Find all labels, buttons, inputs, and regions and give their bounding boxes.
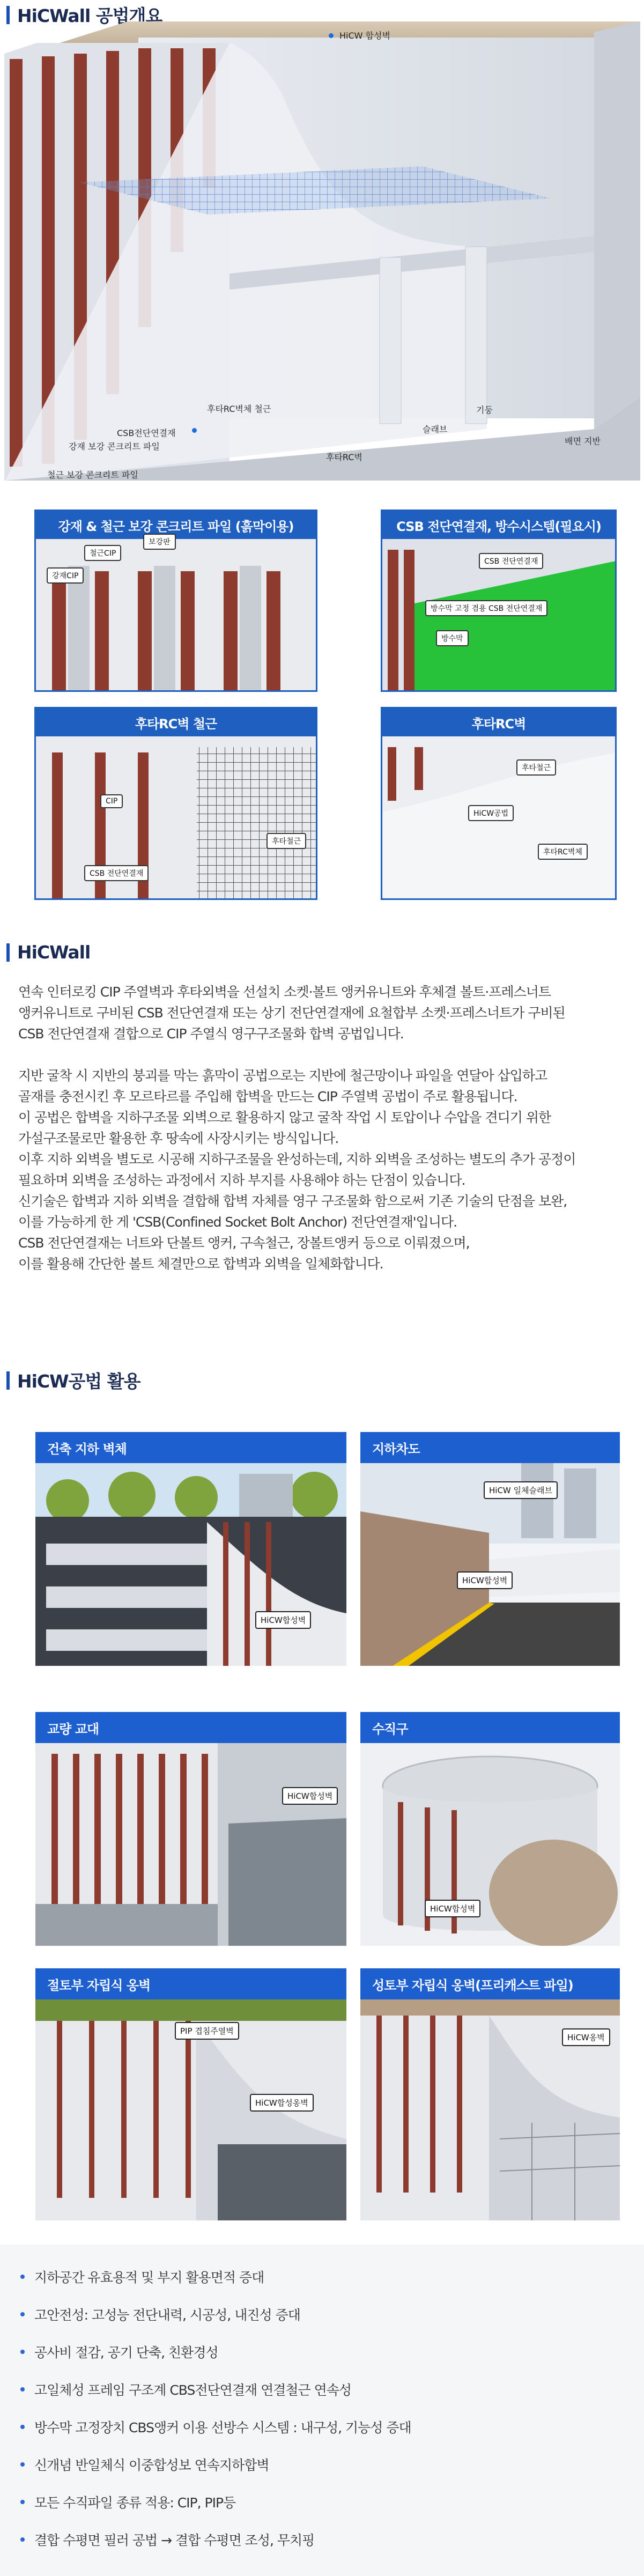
para-line: 필요하며 외벽을 조성하는 과정에서 지하 부지를 사용해야 하는 단점이 있습니다. bbox=[18, 1172, 465, 1188]
feature-text: 고일체성 프레임 구조계 CBS전단연결재 연결철근 연속성 bbox=[34, 2382, 352, 2398]
overview-title: HiCWall 공법개요 bbox=[17, 5, 162, 26]
panel-rear-rebar bbox=[34, 707, 317, 900]
usage-panel-title: 성토부 자립식 옹벽(프리캐스트 파일) bbox=[360, 1968, 620, 1999]
hero-svg bbox=[4, 21, 640, 481]
tag-rebar-cip: 철근CIP bbox=[84, 545, 121, 561]
feature-text: 방수막 고정장치 CBS앵커 이용 선방수 시스템 : 내구성, 기능성 증대 bbox=[34, 2420, 411, 2435]
panel-image bbox=[36, 539, 316, 690]
para-line: 골재를 충전시킨 후 모르타르를 주입해 합벽을 만드는 CIP 주열벽 공법이 주로 활용됩니다. bbox=[18, 1089, 517, 1104]
usage-panel-shaft bbox=[360, 1712, 620, 1946]
bullet-icon bbox=[20, 2462, 25, 2467]
para-line: 앵커유니트로 구비된 CSB 전단연결재 또는 상기 전단연결재에 요철합부 소켓·프레스너트가 구비된 bbox=[18, 1005, 565, 1021]
callout-slab: 슬래브 bbox=[423, 424, 448, 434]
usage-tag: HiCW옹벽 bbox=[562, 2028, 610, 2046]
usage-heading bbox=[6, 1368, 140, 1393]
feature-item bbox=[20, 2267, 264, 2286]
usage-panel-title: 수직구 bbox=[360, 1712, 620, 1743]
heading-bar bbox=[6, 1371, 10, 1390]
usage-tag: PIP 겹침주열벽 bbox=[175, 2022, 239, 2040]
hicwall-heading bbox=[6, 942, 90, 963]
usage-tag: HiCW합성벽 bbox=[255, 1611, 311, 1629]
usage-tag: HiCW 일체슬래브 bbox=[484, 1481, 558, 1499]
para-line: CSB 전단연결재는 너트와 단볼트 앵커, 구속철근, 장볼트앵커 등으로 이뤄졌으며, bbox=[18, 1235, 470, 1251]
feature-item bbox=[20, 2380, 351, 2399]
tag-rear-rebar: 후타철근 bbox=[267, 833, 306, 849]
feature-text: 지하공간 유효용적 및 부지 활용면적 증대 bbox=[34, 2270, 264, 2285]
callout-rear-rebar: 후타RC벽체 철근 bbox=[207, 404, 271, 414]
tag-waterproof-csb: 방수막 고정 겸용 CSB 전단연결재 bbox=[425, 600, 547, 616]
usage-image bbox=[35, 1463, 346, 1666]
callout-dot bbox=[192, 428, 197, 433]
usage-title: HiCW공법 활용 bbox=[17, 1371, 140, 1392]
bullet-icon bbox=[20, 2425, 25, 2429]
para-line: CSB 전단연결재 결합으로 CIP 주열식 영구구조물화 합벽 공법입니다. bbox=[18, 1026, 404, 1042]
usage-tag: HiCW합성옹벽 bbox=[250, 2094, 314, 2112]
para-line: 이를 활용해 간단한 볼트 체결만으로 합벽과 외벽을 일체화합니다. bbox=[18, 1256, 383, 1272]
callout-dot bbox=[329, 33, 334, 38]
callout-column: 기둥 bbox=[476, 405, 493, 415]
usage-tag: HiCW합성벽 bbox=[282, 1787, 338, 1805]
panel-title: 후타RC벽 철근 bbox=[36, 708, 316, 736]
para-line: 지반 굴착 시 지반의 붕괴를 막는 흙막이 공법으로는 지반에 철근망이나 파일을 연달아 삽입하고 bbox=[18, 1068, 547, 1083]
feature-text: 결합 수평면 필러 공법 → 결합 수평면 조성, 무치핑 bbox=[34, 2533, 315, 2548]
callout-bottom: 배면 지반 bbox=[565, 436, 601, 446]
feature-item bbox=[20, 2455, 269, 2474]
callout-steel-pile: 강재 보강 콘크리트 파일 bbox=[69, 441, 160, 452]
feature-item bbox=[20, 2305, 300, 2324]
usage-tag: HiCW합성벽 bbox=[425, 1900, 480, 1917]
panel-title: 후타RC벽 bbox=[382, 708, 615, 736]
callout-rebar-pile: 철근 보강 콘크리트 파일 bbox=[47, 470, 138, 480]
tag-steel-cip: 강재CIP bbox=[47, 567, 84, 584]
usage-panel-title: 절토부 자립식 옹벽 bbox=[35, 1968, 346, 1999]
feature-text: 신개념 반일체식 이중합성보 연속지하합벽 bbox=[34, 2457, 269, 2473]
abutment-image bbox=[35, 1743, 346, 1946]
shaft-image bbox=[360, 1743, 620, 1946]
usage-panel-title: 건축 지하 벽체 bbox=[35, 1432, 346, 1463]
bullet-icon bbox=[20, 2500, 25, 2504]
tag-csb: CSB 전단연결재 bbox=[84, 865, 149, 881]
tag-cip: CIP bbox=[100, 794, 123, 808]
pile-image bbox=[36, 539, 317, 692]
para-line: 신기술은 합벽과 지하 외벽을 결합해 합벽 자체를 영구 구조물화 함으로써 기존 기술의 단점을 보완, bbox=[18, 1193, 567, 1209]
feature-list bbox=[0, 2245, 644, 2576]
feature-item bbox=[20, 2492, 235, 2512]
usage-panel-basement bbox=[35, 1432, 346, 1666]
panel-pile bbox=[34, 510, 317, 692]
usage-panel-abutment bbox=[35, 1712, 346, 1946]
usage-panel-title: 지하차도 bbox=[360, 1432, 620, 1463]
usage-panel-underpass bbox=[360, 1432, 620, 1666]
usage-panel-fill-wall bbox=[360, 1968, 620, 2220]
feature-item bbox=[20, 2530, 314, 2549]
feature-text: 고안전성: 고성능 전단내력, 시공성, 내진성 증대 bbox=[34, 2307, 300, 2323]
tag-rear-rc-wall: 후타RC벽체 bbox=[538, 844, 588, 860]
usage-panel-cut-wall bbox=[35, 1968, 346, 2220]
para-line: 연속 인터로킹 CIP 주열벽과 후타외벽을 선설치 소켓·볼트 앵커유니트와 후체결 볼트·프레스너트 bbox=[18, 984, 551, 1000]
callout-csb: CSB전단연결재 bbox=[117, 428, 176, 438]
usage-image bbox=[360, 1743, 620, 1946]
panel-csb bbox=[381, 510, 617, 692]
panel-image bbox=[36, 736, 316, 898]
bullet-icon bbox=[20, 2275, 25, 2279]
basement-image bbox=[35, 1463, 346, 1666]
feature-text: 모든 수직파일 종류 적용: CIP, PIP등 bbox=[34, 2495, 236, 2511]
tag-hicw: HiCW공법 bbox=[468, 805, 514, 821]
callout-rear-rc: 후타RC벽 bbox=[326, 452, 362, 462]
hicwall-title: HiCWall bbox=[17, 942, 91, 963]
feature-item bbox=[20, 2342, 218, 2361]
bullet-icon bbox=[20, 2537, 25, 2542]
para-line: 이후 지하 외벽을 별도로 시공해 지하구조물을 완성하는데, 지하 외벽을 조성하는 별도의 추가 공정이 bbox=[18, 1152, 576, 1167]
callout-hicw: HiCW 합성벽 bbox=[339, 31, 390, 41]
bullet-icon bbox=[20, 2312, 25, 2316]
usage-image bbox=[35, 1743, 346, 1946]
usage-tag: HiCW합성벽 bbox=[457, 1571, 513, 1589]
tag-csb: CSB 전단연결재 bbox=[479, 553, 543, 569]
panel-title: 강재 & 철근 보강 콘크리트 파일 (흙막이용) bbox=[36, 511, 316, 539]
bullet-icon bbox=[20, 2387, 25, 2392]
para-line: 이를 가능하게 한 게 'CSB(Confined Socket Bolt Anchor) 전단연결재'입니다. bbox=[18, 1214, 457, 1230]
feature-item bbox=[20, 2417, 411, 2437]
panel-title: CSB 전단연결재, 방수시스템(필요시) bbox=[382, 511, 615, 539]
hicwall-paragraphs bbox=[18, 981, 635, 1274]
feature-text: 공사비 절감, 공기 단축, 친환경성 bbox=[34, 2345, 218, 2360]
usage-panel-title: 교량 교대 bbox=[35, 1712, 346, 1743]
para-line: 가설구조물로만 활용한 후 땅속에 사장시키는 방식입니다. bbox=[18, 1131, 339, 1146]
tag-membrane: 방수막 bbox=[436, 630, 469, 646]
hero-illustration bbox=[4, 21, 640, 481]
para-spacer bbox=[18, 1044, 635, 1065]
panel-rear-rc bbox=[381, 707, 617, 900]
tag-rear-rebar: 후타철근 bbox=[516, 759, 556, 776]
para-line: 이 공법은 합벽을 지하구조물 외벽으로 활용하지 않고 굴착 작업 시 토압이나 수압을 견디기 위한 bbox=[18, 1110, 551, 1125]
bullet-icon bbox=[20, 2350, 25, 2354]
tag-plate: 보강판 bbox=[143, 534, 176, 550]
rear-rebar-image bbox=[36, 736, 317, 900]
heading-bar bbox=[6, 943, 10, 962]
